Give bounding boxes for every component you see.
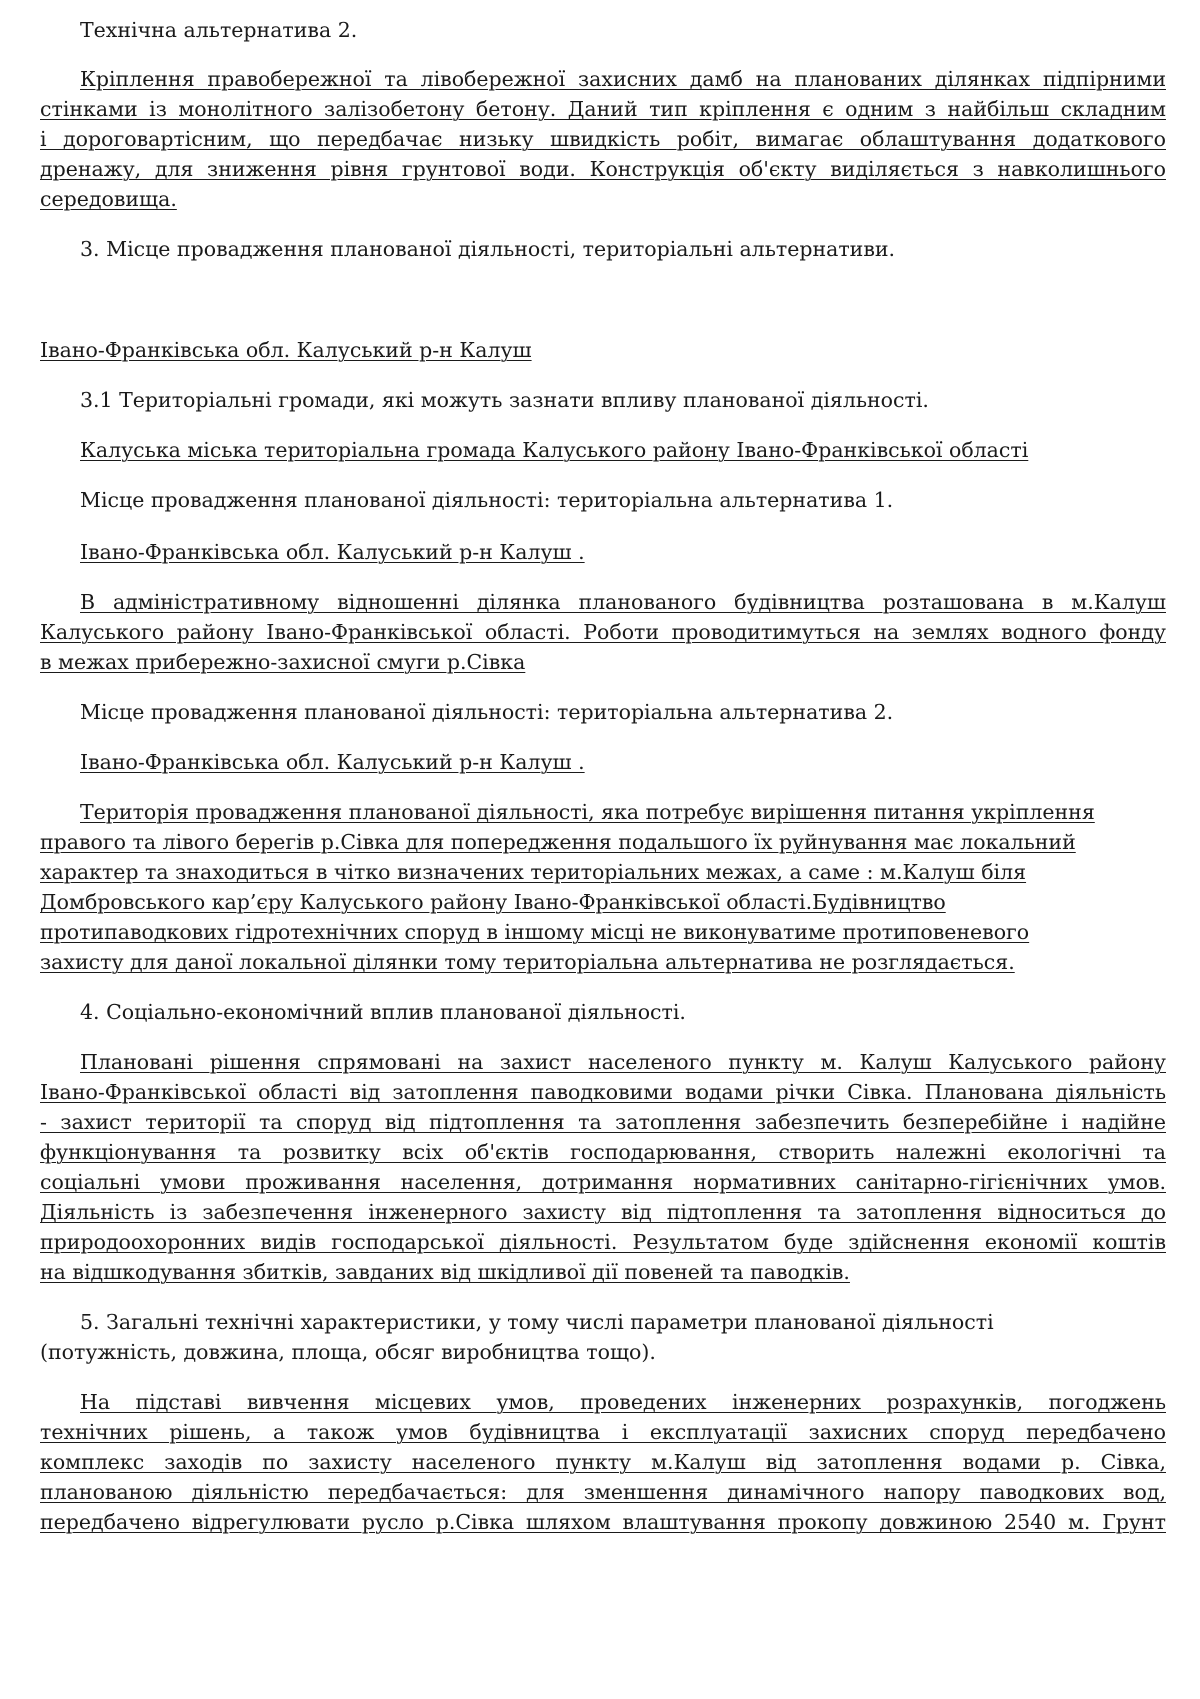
- paragraph-line: передбачено відрегулювати русло р.Сівка шляхом влаштування прокопу довжиною 2540 м. Грунт: [40, 1510, 1166, 1534]
- paragraph-line: Домбровського кар’єру Калуського району Івано-Франківської області.Будівництво: [40, 890, 946, 914]
- paragraph-line: Плановані рішення спрямовані на захист населеного пункту м. Калуш Калуського району: [80, 1050, 1166, 1074]
- section-heading: 4. Соціально-економічний вплив планованої діяльності.: [80, 1000, 686, 1024]
- paragraph-line: стінками із монолітного залізобетону бетону. Даний тип кріплення є одним з найбільш складним: [40, 97, 1166, 121]
- paragraph-line: середовища.: [40, 187, 177, 211]
- paragraph-line: Калуського району Івано-Франківської області. Роботи проводитимуться на землях водного фонду: [40, 620, 1166, 644]
- paragraph-line: характер та знаходиться в чітко визначених територіальних межах, а саме : м.Калуш біля: [40, 860, 1027, 884]
- paragraph-line: протипаводкових гідротехнічних споруд в іншому місці не виконуватиме протиповеневого: [40, 920, 1030, 944]
- paragraph-line: технічних рішень, а також умов будівництва і експлуатації захисних споруд передбачено: [40, 1420, 1166, 1444]
- paragraph-line: захисту для даної локальної ділянки тому територіальна альтернатива не розглядається.: [40, 950, 1015, 974]
- paragraph-line: соціальні умови проживання населення, дотримання нормативних санітарно-гігієнічних умов.: [40, 1170, 1166, 1194]
- paragraph-line: природоохоронних видів господарської діяльності. Результатом буде здійснення економії коштів: [40, 1230, 1166, 1254]
- paragraph-line: Територія провадження планованої діяльності, яка потребує вирішення питання укріплення: [80, 800, 1095, 824]
- territorial-alternative-heading: Місце провадження планованої діяльності: територіальна альтернатива 1.: [80, 488, 894, 512]
- paragraph-line: - захист території та споруд від підтоплення та затоплення забезпечить безперебійне і надійне: [40, 1110, 1166, 1134]
- section-heading-continuation: (потужність, довжина, площа, обсяг виробництва тощо).: [40, 1340, 656, 1364]
- paragraph-line: на відшкодування збитків, завданих від шкідливої дії повеней та паводків.: [40, 1260, 850, 1284]
- paragraph-line: правого та лівого берегів р.Сівка для попередження подальшого їх руйнування має локальний: [40, 830, 1076, 854]
- subsection-heading: 3.1 Територіальні громади, які можуть зазнати впливу планованої діяльності.: [80, 388, 929, 412]
- community-line: Калуська міська територіальна громада Калуського району Івано-Франківської області: [80, 438, 1029, 462]
- paragraph-line: планованою діяльністю передбачається: для зменшення динамічного напору паводкових вод,: [40, 1480, 1166, 1504]
- location-line: Івано-Франківська обл. Калуський р-н Калуш .: [80, 750, 585, 774]
- paragraph-line: і дороговартісним, що передбачає низьку швидкість робіт, вимагає облаштування додаткового: [40, 127, 1166, 151]
- paragraph-line: Кріплення правобережної та лівобережної захисних дамб на планованих ділянках підпірними: [80, 67, 1166, 91]
- location-line: Івано-Франківська обл. Калуський р-н Калуш: [40, 338, 532, 362]
- paragraph-line: Івано-Франківської області від затоплення паводковими водами річки Сівка. Планована діяльність: [40, 1080, 1166, 1104]
- paragraph-line: Діяльність із забезпечення інженерного захисту від підтоплення та затоплення відноситься до: [40, 1200, 1166, 1224]
- paragraph-line: дренажу, для зниження рівня грунтової води. Конструкція об'єкту виділяється з навколишнього: [40, 157, 1166, 181]
- paragraph-line: В адміністративному відношенні ділянка планованого будівництва розташована в м.Калуш: [80, 590, 1166, 614]
- territorial-alternative-heading: Місце провадження планованої діяльності: територіальна альтернатива 2.: [80, 700, 894, 724]
- location-line: Івано-Франківська обл. Калуський р-н Калуш .: [80, 540, 585, 564]
- paragraph-line: в межах прибережно-захисної смуги р.Сівка: [40, 650, 526, 674]
- paragraph-line: На підставі вивчення місцевих умов, проведених інженерних розрахунків, погоджень: [80, 1390, 1166, 1414]
- paragraph-line: функціонування та розвитку всіх об'єктів господарювання, створить належні екологічні та: [40, 1140, 1166, 1164]
- alternative-heading: Технічна альтернатива 2.: [80, 18, 358, 42]
- section-heading: 5. Загальні технічні характеристики, у тому числі параметри планованої діяльності: [80, 1310, 994, 1334]
- section-heading: 3. Місце провадження планованої діяльності, територіальні альтернативи.: [80, 237, 896, 261]
- paragraph-line: комплекс заходів по захисту населеного пункту м.Калуш від затоплення водами р. Сівка,: [40, 1450, 1166, 1474]
